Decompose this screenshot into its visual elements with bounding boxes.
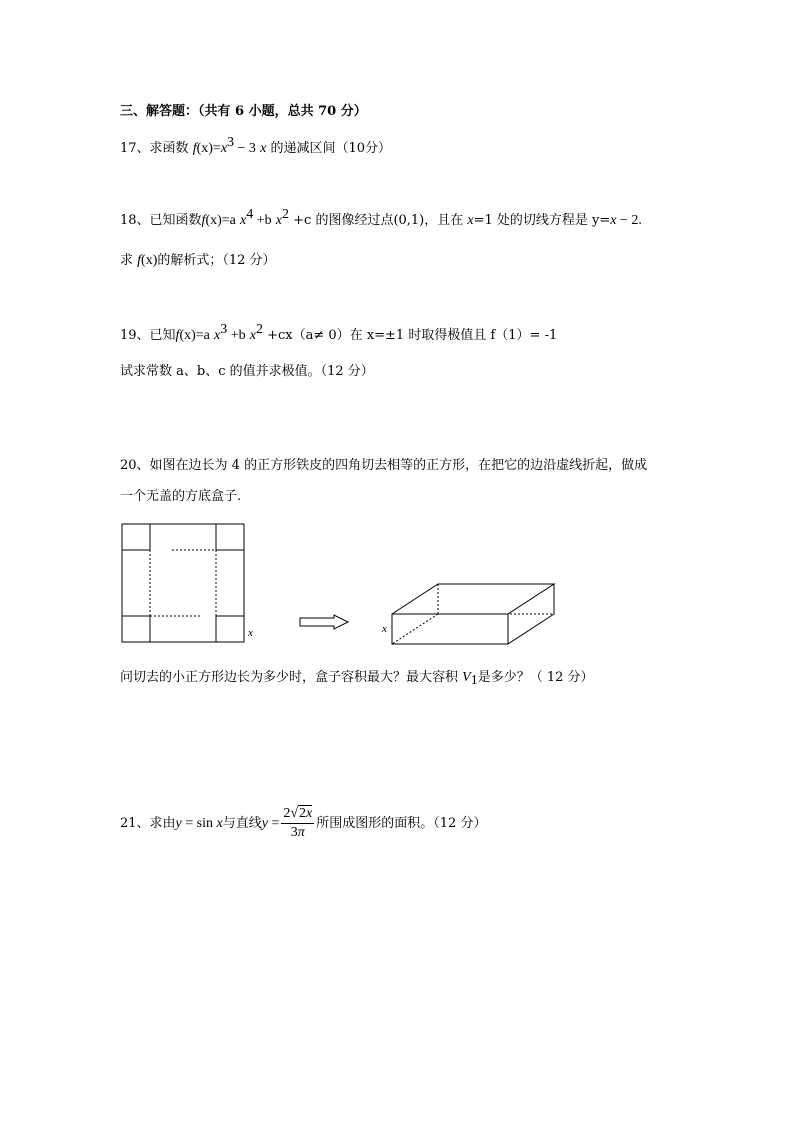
- question-20-line-2: 一个无盖的方底盒子.: [120, 489, 242, 504]
- box-hidden-left-bottom: [392, 614, 438, 644]
- q17-eq: =: [212, 141, 221, 156]
- question-18-line-2: [120, 252, 276, 270]
- q19-exp2: 2: [256, 322, 263, 337]
- q21-t2: 与直线: [222, 816, 262, 831]
- q21-y1: y: [175, 816, 182, 831]
- q19-x1: x: [214, 328, 221, 343]
- q21-fraction-numerator: [281, 805, 314, 824]
- q21-radicand: [298, 805, 312, 821]
- q20-volume-subscript: 1: [470, 673, 478, 688]
- question-19-line-2: 试求常数 a、b、c 的值并求极值。（12 分）: [120, 364, 374, 379]
- box-front-face: [392, 614, 508, 644]
- question-19-line-1: [120, 322, 558, 345]
- corner-square-top-left: [122, 524, 150, 550]
- q17-arg: (x): [196, 141, 213, 156]
- q18-arg: (x): [205, 213, 222, 228]
- q19-t1: =a: [195, 328, 210, 343]
- q18-t3: +c 的图像经过点(0,1)，且在: [289, 213, 464, 228]
- q18-x2: x: [275, 213, 282, 228]
- q18-exp2: 2: [282, 207, 289, 222]
- corner-square-bottom-left: [122, 616, 150, 642]
- q18-line2-tail: 的解析式；（12 分）: [157, 253, 276, 268]
- corner-square-bottom-right: [216, 616, 244, 642]
- q18-exp1: 4: [246, 207, 254, 222]
- q19-exp1: 3: [220, 322, 228, 337]
- q19-t3: +cx（a≠ 0）在 x=±1 时取得极值且 f（1）= -1: [263, 328, 558, 343]
- q18-t5: − 2.: [616, 213, 642, 228]
- q21-t1: = sin: [181, 816, 217, 831]
- q18-line2-pre: 求: [120, 253, 134, 268]
- question-20-prompt: [120, 669, 594, 687]
- q17-prefix: 17、求函数: [120, 141, 189, 156]
- q21-fraction: [281, 805, 314, 842]
- corner-square-top-right: [216, 524, 244, 550]
- q18-prefix: 18、已知函数: [120, 213, 202, 228]
- box-top-edges: [392, 584, 554, 614]
- q18-x4: x: [610, 213, 617, 228]
- q20-question-tail: 是多少？（ 12 分）: [477, 670, 594, 685]
- q17-minus: − 3: [234, 141, 256, 156]
- q20-volume-symbol: V: [462, 670, 471, 685]
- q21-y2: y: [261, 816, 268, 831]
- q18-x3: x: [467, 213, 474, 228]
- q17-x2: x: [260, 141, 267, 156]
- q19-prefix: 19、已知: [120, 328, 176, 343]
- q21-den-pi: π: [297, 825, 305, 840]
- sqrt-sign: √: [290, 806, 299, 821]
- sheet-outline: [122, 524, 244, 642]
- q18-t4: =1 处的切线方程是 y=: [473, 213, 611, 228]
- q21-x1: x: [216, 816, 223, 831]
- q21-t3: =: [267, 816, 280, 831]
- q17-x1: x: [220, 141, 228, 156]
- arrow-icon: [298, 614, 352, 630]
- q21-radicand-2: 2: [299, 806, 307, 821]
- question-17: [120, 135, 391, 158]
- q17-tail: 的递减区间（10分）: [270, 141, 391, 156]
- q21-fraction-denominator: [281, 824, 314, 842]
- box-x-label: x: [382, 623, 387, 635]
- section-title: 三、解答题：（共有 6 小题，总共 70 分）: [120, 104, 367, 119]
- figure-open-box: [378, 578, 562, 650]
- question-21: [120, 802, 486, 846]
- q19-x2: x: [249, 328, 256, 343]
- q17-func: f: [192, 141, 197, 156]
- q21-num-coef: 2: [283, 806, 291, 821]
- flat-sheet-x-label: x: [248, 627, 253, 639]
- q18-t2: +b: [253, 213, 272, 228]
- q21-radicand-x: x: [306, 806, 313, 821]
- question-18-line-1: [120, 207, 642, 230]
- q19-t2: +b: [227, 328, 246, 343]
- q21-prefix: 21、求由: [120, 816, 176, 831]
- q17-exp1: 3: [227, 135, 235, 150]
- question-20-line-1: 20、如图在边长为 4 的正方形铁皮的四角切去相等的正方形，在把它的边沿虚线折起，做成: [120, 458, 648, 473]
- q18-t1: =a: [221, 213, 236, 228]
- q18-func: f: [201, 213, 206, 228]
- q20-question-pre: 问切去的小正方形边长为多少时，盒子容积最大？最大容积: [120, 670, 459, 685]
- q19-func: f: [175, 328, 180, 343]
- q21-den-coef: 3: [290, 825, 298, 840]
- q21-tail: 所围成图形的面积。（12 分）: [316, 816, 487, 831]
- q18-line2-func: f: [137, 253, 142, 268]
- q18-line2-arg: (x): [141, 253, 158, 268]
- figure-flat-sheet: [118, 518, 258, 648]
- q18-x1: x: [240, 213, 247, 228]
- q19-arg: (x): [179, 328, 196, 343]
